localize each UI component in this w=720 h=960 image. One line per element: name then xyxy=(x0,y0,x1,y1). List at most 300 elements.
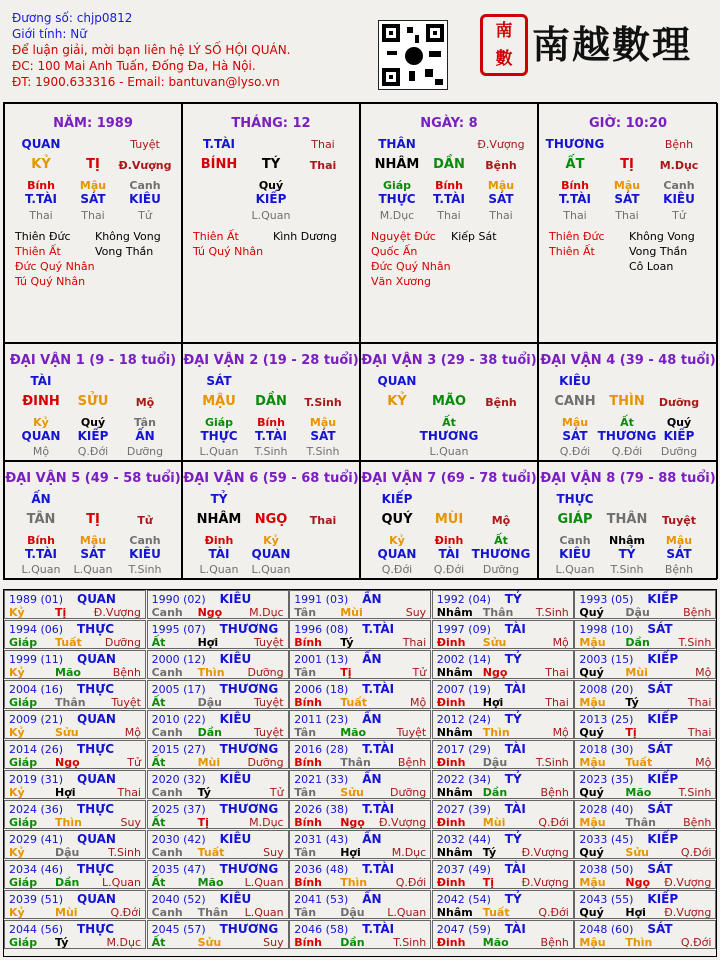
year-stage: L.Quan xyxy=(102,876,141,889)
year-ten-god: THƯƠNG xyxy=(219,622,279,636)
year-branch: Dần xyxy=(340,936,365,949)
year-label: 2043 (55) xyxy=(579,893,634,906)
dai-van-title: ĐẠI VẬN 2 (19 - 28 tuổi) xyxy=(183,353,359,368)
hidden-stage: Thai xyxy=(437,209,461,222)
year-label: 2008 (20) xyxy=(579,683,634,696)
star-left: Đức Quý Nhân xyxy=(371,260,451,273)
year-stage: M.Dục xyxy=(106,936,141,949)
year-stem: Tân xyxy=(294,666,317,679)
earthly-branch: DẦN xyxy=(433,157,465,172)
year-label: 2002 (14) xyxy=(436,653,491,666)
hidden-stem: Ất xyxy=(494,534,508,547)
dai-van-stage: Thai xyxy=(309,514,337,527)
dai-van-title: ĐẠI VẬN 8 (79 - 88 tuổi) xyxy=(540,471,716,486)
chart-info xyxy=(12,10,290,90)
pillar-title: NĂM: 1989 xyxy=(53,116,133,131)
hidden-ten-god: KIẾP xyxy=(663,429,695,443)
year-stem: Nhâm xyxy=(436,666,473,679)
phone-email-line: ĐT: 1900.633316 - Email: bantuvan@lyso.vn xyxy=(12,75,280,89)
year-stem: Kỷ xyxy=(9,846,25,859)
year-branch: Tý xyxy=(55,936,69,949)
dai-van-stem: GIÁP xyxy=(557,512,593,527)
year-cell xyxy=(574,680,716,709)
four-pillars-grid xyxy=(3,102,717,580)
qr-code-icon xyxy=(378,20,448,90)
year-branch: Thìn xyxy=(625,936,653,949)
year-stage: Tử xyxy=(269,786,284,799)
gender: Giới tính: Nữ xyxy=(12,27,87,41)
year-branch: Dần xyxy=(197,726,222,739)
year-stage: Mộ xyxy=(552,636,569,649)
dai-van-branch: DẦN xyxy=(255,394,287,409)
year-stage: Q.Đới xyxy=(680,846,712,859)
year-stem: Bính xyxy=(294,936,323,949)
year-label: 2023 (35) xyxy=(579,773,634,786)
year-branch: Tý xyxy=(625,696,639,709)
hidden-stem: Nhâm xyxy=(609,534,645,547)
year-ten-god: TỶ xyxy=(504,592,522,606)
year-stem: Mậu xyxy=(579,636,606,649)
year-label: 2044 (56) xyxy=(9,923,64,936)
year-branch: Tý xyxy=(340,636,354,649)
year-stem: Đinh xyxy=(436,816,466,829)
dai-van-stage: Dưỡng xyxy=(658,396,700,409)
year-stage: Đ.Vượng xyxy=(664,876,712,889)
year-ten-god: ẤN xyxy=(362,592,382,606)
year-cell xyxy=(432,710,574,739)
year-stage: Tuyệt xyxy=(253,696,284,709)
year-branch: Mùi xyxy=(55,906,78,919)
year-stage: L.Quan xyxy=(387,906,427,919)
year-cell xyxy=(147,740,289,769)
year-ten-god: THỰC xyxy=(77,682,115,696)
year-stem: Mậu xyxy=(579,816,606,829)
year-stem: Tân xyxy=(294,726,317,739)
hidden-stage: M.Dục xyxy=(379,209,415,222)
year-ten-god: SÁT xyxy=(647,622,673,636)
contact-line: Để luận giải, mời bạn liên hệ LÝ SỐ HỘI QUÁN. xyxy=(12,43,291,57)
year-label: 2047 (59) xyxy=(436,923,491,936)
year-label: 2016 (28) xyxy=(294,743,349,756)
year-ten-god: TÀI xyxy=(504,742,526,756)
hidden-ten-god: T.TÀI xyxy=(25,547,57,561)
year-stage: Q.Đới xyxy=(538,906,569,919)
dai-van-branch: THÂN xyxy=(606,512,648,527)
dai-van-title: ĐẠI VẬN 3 (29 - 38 tuổi) xyxy=(361,353,537,368)
star-left: Thiên Ất xyxy=(15,245,61,258)
life-stage: Thai xyxy=(311,138,335,151)
year-cell xyxy=(574,710,716,739)
hidden-stem: Mậu xyxy=(79,534,107,547)
year-cell xyxy=(432,620,574,649)
hidden-ten-god: T.TÀI xyxy=(25,192,57,206)
year-branch: Sửu xyxy=(55,726,79,739)
year-cell xyxy=(147,620,289,649)
year-branch: Thìn xyxy=(197,666,225,679)
hidden-stem: Đinh xyxy=(434,534,464,547)
year-cell xyxy=(574,800,716,829)
dai-van-stem: ĐINH xyxy=(22,394,60,409)
dai-van-ten-god: QUAN xyxy=(377,374,417,388)
year-ten-god: QUAN xyxy=(77,712,116,726)
year-cell xyxy=(574,890,716,919)
hidden-stage: L.Quan xyxy=(73,563,113,576)
dai-van-branch: THÌN xyxy=(609,394,645,409)
year-stage: T.Sinh xyxy=(108,846,141,859)
year-ten-god: KIẾP xyxy=(647,892,679,906)
year-cell xyxy=(147,800,289,829)
year-stem: Ất xyxy=(151,936,166,949)
hidden-stage: T.Sinh xyxy=(306,445,340,458)
year-stem: Đinh xyxy=(436,696,466,709)
star-left: Tú Quý Nhân xyxy=(193,245,264,258)
earthly-branch: TÝ xyxy=(261,157,281,172)
hidden-stem: Mậu xyxy=(665,534,693,547)
year-label: 1998 (10) xyxy=(579,623,634,636)
year-stem: Nhâm xyxy=(436,606,473,619)
year-stem: Tân xyxy=(294,606,317,619)
year-ten-god: KIÊU xyxy=(219,712,252,726)
year-ten-god: QUAN xyxy=(77,652,116,666)
year-cell xyxy=(574,920,716,949)
hidden-stage: T.Sinh xyxy=(128,563,162,576)
hidden-stage: Q.Đới xyxy=(433,563,465,576)
hidden-stage: Dưỡng xyxy=(126,445,164,458)
hidden-stem: Giáp xyxy=(382,179,412,192)
pillar-cell xyxy=(182,103,360,343)
year-stage: Suy xyxy=(120,816,141,829)
hidden-stage: Bệnh xyxy=(664,563,694,576)
year-stage: Suy xyxy=(263,936,284,949)
year-branch: Thân xyxy=(625,816,656,829)
year-label: 2004 (16) xyxy=(9,683,64,696)
year-label: 2033 (45) xyxy=(579,833,634,846)
hidden-stem: Mậu xyxy=(613,179,641,192)
year-branch: Ngọ xyxy=(340,816,365,829)
year-stage: Suy xyxy=(263,846,284,859)
year-label: 2012 (24) xyxy=(436,713,491,726)
year-cell xyxy=(289,830,431,859)
year-stage: Thai xyxy=(687,696,712,709)
pillar-title: NGÀY: 8 xyxy=(420,116,478,131)
year-branch: Hợi xyxy=(625,906,646,919)
hidden-ten-god: T.TÀI xyxy=(559,192,591,206)
year-branch: Sửu xyxy=(625,846,649,859)
year-ten-god: T.TÀI xyxy=(362,682,395,696)
hidden-ten-god: KIÊU xyxy=(129,192,161,206)
year-label: 2019 (31) xyxy=(9,773,64,786)
year-label: 2010 (22) xyxy=(151,713,206,726)
dai-van-stem: CANH xyxy=(554,394,596,409)
hidden-stage: Thai xyxy=(29,209,53,222)
hidden-ten-god: KIẾP xyxy=(77,429,109,443)
year-stage: Mộ xyxy=(695,756,712,769)
year-ten-god: TÀI xyxy=(504,862,526,876)
year-stem: Ất xyxy=(151,756,166,769)
year-label: 2011 (23) xyxy=(294,713,349,726)
year-stage: Thai xyxy=(402,636,427,649)
star-right: Cô Loan xyxy=(629,260,674,273)
hidden-stage: L.Quan xyxy=(199,445,239,458)
dai-van-cell xyxy=(4,343,182,461)
hidden-ten-god: THỰC xyxy=(200,429,238,443)
hidden-ten-god: KIÊU xyxy=(559,547,591,561)
year-stage: Dưỡng xyxy=(390,786,427,799)
year-label: 2001 (13) xyxy=(294,653,349,666)
heavenly-stem: ẤT xyxy=(565,157,585,172)
year-label: 1994 (06) xyxy=(9,623,64,636)
year-ten-god: KIÊU xyxy=(219,772,252,786)
hidden-stem: Bính xyxy=(257,416,285,429)
year-branch: Tuất xyxy=(482,906,510,919)
year-stage: M.Dục xyxy=(391,846,427,859)
year-stem: Giáp xyxy=(9,696,38,709)
hidden-stem: Mậu xyxy=(487,179,515,192)
pillar-title: THÁNG: 12 xyxy=(231,116,311,131)
main-ten-god: THƯƠNG xyxy=(545,137,605,151)
year-stem: Kỷ xyxy=(9,906,25,919)
pillar-cell xyxy=(538,103,718,343)
year-stem: Quý xyxy=(579,906,604,919)
year-cell xyxy=(432,590,574,619)
star-left: Tú Quý Nhân xyxy=(15,275,86,288)
year-ten-god: ẤN xyxy=(362,652,382,666)
year-stage: T.Sinh xyxy=(393,936,427,949)
year-branch: Ngọ xyxy=(625,876,651,889)
year-branch: Dậu xyxy=(55,846,80,859)
year-branch: Hợi xyxy=(482,696,504,709)
year-branch: Dậu xyxy=(482,756,508,769)
year-label: 2039 (51) xyxy=(9,893,64,906)
hidden-ten-god: TÀI xyxy=(438,547,460,561)
address-line: ĐC: 100 Mai Anh Tuấn, Đống Đa, Hà Nội. xyxy=(12,59,256,73)
year-stage: Bệnh xyxy=(112,666,141,679)
year-stage: Q.Đới xyxy=(538,816,569,829)
year-stage: Thai xyxy=(545,666,569,679)
hidden-ten-god: QUAN xyxy=(21,429,61,443)
year-cell xyxy=(432,920,574,949)
hidden-stem: Quý xyxy=(258,179,284,192)
hidden-stem: Bính xyxy=(561,179,589,192)
hidden-stage: Q.Đới xyxy=(381,563,413,576)
year-ten-god: SÁT xyxy=(647,802,673,816)
year-cell xyxy=(574,620,716,649)
year-stem: Đinh xyxy=(436,756,466,769)
year-stem: Kỷ xyxy=(9,666,25,679)
dai-van-stage: Mộ xyxy=(491,514,511,527)
hidden-ten-god: KIÊU xyxy=(129,547,161,561)
year-ten-god: TỶ xyxy=(504,832,522,846)
year-branch: Ngọ xyxy=(197,606,223,619)
year-stage: Thai xyxy=(117,786,141,799)
year-ten-god: THƯƠNG xyxy=(219,742,279,756)
dai-van-stem: NHÂM xyxy=(196,512,242,527)
year-branch: Hợi xyxy=(197,636,219,649)
year-cell xyxy=(432,740,574,769)
year-ten-god: T.TÀI xyxy=(362,922,395,936)
year-stem: Mậu xyxy=(579,936,606,949)
pillar-cell xyxy=(4,103,182,343)
year-branch: Thân xyxy=(55,696,86,709)
brand-logo: 南越數理 xyxy=(532,22,693,67)
year-stage: M.Dục xyxy=(249,816,284,829)
year-branch: Tuất xyxy=(340,696,367,709)
year-stem: Bính xyxy=(294,696,323,709)
year-branch: Thân xyxy=(340,756,371,769)
dai-van-stem: QUÝ xyxy=(381,512,413,527)
year-label: 1989 (01) xyxy=(9,593,64,606)
year-ten-god: KIẾP xyxy=(647,652,679,666)
year-stem: Kỷ xyxy=(9,726,25,739)
branch-stage: Đ.Vượng xyxy=(118,159,172,172)
hidden-ten-god: KIÊU xyxy=(663,192,695,206)
hidden-stem: Mậu xyxy=(561,416,589,429)
year-branch: Tý xyxy=(482,846,497,859)
hidden-stem: Bính xyxy=(435,179,463,192)
year-branch: Tị xyxy=(625,726,637,739)
year-stem: Quý xyxy=(579,726,604,739)
year-label: 2026 (38) xyxy=(294,803,349,816)
year-stage: Tuyệt xyxy=(253,636,284,649)
year-stage: Tuyệt xyxy=(253,726,284,739)
year-ten-god: ẤN xyxy=(362,712,382,726)
year-label: 2009 (21) xyxy=(9,713,64,726)
dai-van-title: ĐẠI VẬN 4 (39 - 48 tuổi) xyxy=(540,353,716,368)
year-branch: Sửu xyxy=(197,936,222,949)
year-stem: Canh xyxy=(151,726,183,739)
year-ten-god: KIÊU xyxy=(219,832,252,846)
year-ten-god: THỰC xyxy=(77,862,115,876)
dai-van-stage: Tuyệt xyxy=(661,514,696,527)
hidden-ten-god: QUAN xyxy=(251,547,291,561)
year-stem: Canh xyxy=(151,786,183,799)
star-right: Kiếp Sát xyxy=(451,230,497,243)
year-cell xyxy=(147,710,289,739)
year-stem: Đinh xyxy=(436,636,466,649)
year-cell xyxy=(289,800,431,829)
year-label: 2040 (52) xyxy=(151,893,206,906)
year-stage: Dưỡng xyxy=(104,636,141,649)
year-cell xyxy=(147,830,289,859)
star-right: Kình Dương xyxy=(273,230,337,243)
year-stage: Đ.Vượng xyxy=(521,846,569,859)
year-stage: L.Quan xyxy=(244,876,284,889)
hidden-stem: Bính xyxy=(27,534,55,547)
year-ten-god: QUAN xyxy=(77,772,116,786)
year-label: 2014 (26) xyxy=(9,743,64,756)
hidden-stem: Tân xyxy=(134,416,156,429)
year-cell xyxy=(432,800,574,829)
year-branch: Mùi xyxy=(625,666,648,679)
year-label: 2029 (41) xyxy=(9,833,64,846)
earthly-branch: TỊ xyxy=(620,157,634,172)
hidden-stage: Tử xyxy=(138,209,152,222)
star-left: Thiên Ất xyxy=(549,245,595,258)
year-label: 2018 (30) xyxy=(579,743,634,756)
dai-van-title: ĐẠI VẬN 7 (69 - 78 tuổi) xyxy=(361,471,537,486)
year-cell xyxy=(289,890,431,919)
dai-van-branch: MÙI xyxy=(434,512,464,527)
year-stage: Đ.Vượng xyxy=(521,876,569,889)
year-stage: L.Quan xyxy=(244,906,284,919)
year-label: 2007 (19) xyxy=(436,683,491,696)
year-label: 2038 (50) xyxy=(579,863,634,876)
year-stage: Mộ xyxy=(695,666,712,679)
main-ten-god: T.TÀI xyxy=(203,137,235,151)
year-cell xyxy=(432,770,574,799)
year-branch: Mão xyxy=(197,876,224,889)
year-stage: Q.Đới xyxy=(110,906,141,919)
year-stage: T.Sinh xyxy=(535,756,569,769)
year-label: 2015 (27) xyxy=(151,743,206,756)
year-cell xyxy=(289,920,431,949)
year-label: 2021 (33) xyxy=(294,773,349,786)
heavenly-stem: KỶ xyxy=(31,157,51,172)
year-branch: Tuất xyxy=(625,756,653,769)
year-stage: Tử xyxy=(412,666,427,679)
year-cell xyxy=(4,770,146,799)
hidden-stem: Canh xyxy=(559,534,591,547)
year-branch: Tuất xyxy=(55,636,82,649)
year-cell xyxy=(4,800,146,829)
hidden-stem: Mậu xyxy=(309,416,337,429)
year-stem: Canh xyxy=(151,906,183,919)
year-branch: Mão xyxy=(482,936,509,949)
hidden-ten-god: SÁT xyxy=(666,547,692,561)
year-stem: Canh xyxy=(151,606,183,619)
year-stage: Tuyệt xyxy=(396,726,427,739)
year-cell xyxy=(289,710,431,739)
year-stem: Đinh xyxy=(436,876,466,889)
year-stem: Giáp xyxy=(9,936,38,949)
hidden-stem: Kỷ xyxy=(389,534,405,547)
year-stem: Canh xyxy=(151,846,183,859)
hidden-stem: Ất xyxy=(620,416,634,429)
year-branch: Thìn xyxy=(55,816,82,829)
year-stage: T.Sinh xyxy=(678,786,712,799)
year-ten-god: T.TÀI xyxy=(362,862,395,876)
year-label: 2034 (46) xyxy=(9,863,64,876)
year-stem: Ất xyxy=(151,816,166,829)
chart-code: Đương số: chjp0812 xyxy=(12,11,133,25)
year-ten-god: SÁT xyxy=(647,862,673,876)
hidden-stem: Canh xyxy=(129,179,161,192)
year-cell xyxy=(432,860,574,889)
year-branch: Tị xyxy=(197,816,209,829)
hidden-stage: L.Quan xyxy=(251,563,291,576)
dai-van-stage: Bệnh xyxy=(485,396,517,409)
year-branch: Thân xyxy=(482,606,514,619)
hidden-stage: L.Quan xyxy=(21,563,61,576)
hidden-ten-god: THƯƠNG xyxy=(597,429,657,443)
year-ten-god: TỶ xyxy=(504,712,522,726)
year-label: 2020 (32) xyxy=(151,773,206,786)
year-ten-god: KIÊU xyxy=(219,892,252,906)
hidden-stage: L.Quan xyxy=(429,445,469,458)
year-branch: Sửu xyxy=(340,786,364,799)
year-ten-god: THƯƠNG xyxy=(219,922,279,936)
dai-van-title: ĐẠI VẬN 5 (49 - 58 tuổi) xyxy=(5,471,181,486)
year-branch: Hợi xyxy=(55,786,76,799)
year-stem: Đinh xyxy=(436,936,466,949)
hidden-stem: Canh xyxy=(663,179,695,192)
year-ten-god: KIẾP xyxy=(647,832,679,846)
hidden-stage: L.Quan xyxy=(199,563,239,576)
hidden-stage: T.Sinh xyxy=(610,563,644,576)
year-ten-god: QUAN xyxy=(77,892,116,906)
year-stage: Mộ xyxy=(124,726,141,739)
year-cell xyxy=(4,920,146,949)
